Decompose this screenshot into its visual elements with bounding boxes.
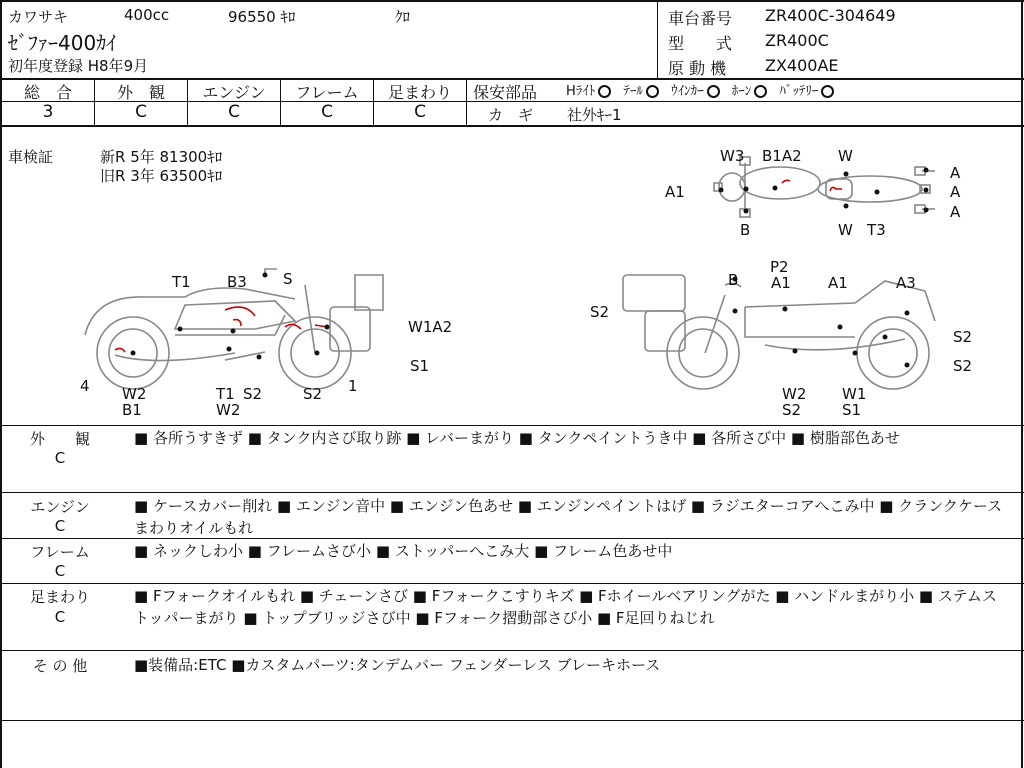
rating-value-appearance: C [135, 102, 147, 122]
divider-details-top [0, 425, 1024, 426]
left-label-t1-bottom: T1 [216, 385, 235, 403]
key-value: 社外ｷｰ1 [567, 106, 622, 124]
top-label-a-3: A [950, 203, 961, 221]
rating-value-engine: C [228, 102, 240, 122]
right-label-s2-left: S2 [590, 303, 610, 321]
rating-header-engine: エンジン [202, 83, 266, 102]
motorcycle-top-view-diagram [690, 155, 950, 235]
ok-circle-icon [821, 85, 834, 98]
inspection-label: 車検証 [8, 148, 54, 166]
safety-item-horn: ﾎｰﾝ [731, 84, 752, 99]
right-label-w1: W1 [842, 385, 867, 403]
ok-circle-icon [598, 85, 611, 98]
rating-header-overall: 総 合 [23, 83, 72, 102]
top-label-a-1: A [950, 164, 961, 182]
left-label-t1: T1 [172, 273, 191, 291]
right-label-w2: W2 [782, 385, 807, 403]
body-color: ｸﾛ [395, 8, 411, 26]
divider-ratings-bottom [0, 125, 1024, 127]
right-label-s2-bottom: S2 [782, 401, 802, 419]
left-label-s1: S1 [410, 357, 430, 375]
frame-no: ZR400C-304649 [765, 6, 896, 25]
left-label-w1a2: W1A2 [408, 318, 453, 336]
left-label-s: S [283, 270, 293, 288]
divider-details-5 [0, 720, 1024, 721]
left-label-s2-right: S2 [303, 385, 323, 403]
top-label-b: B [740, 221, 751, 239]
detail-text-frame: ■ ネックしわ小 ■ フレームさび小 ■ ストッパーへこみ大 ■ フレーム色あせ中 [134, 542, 673, 560]
divider-vertical-header [657, 0, 658, 78]
detail-text-appearance: ■ 各所うすきず ■ タンク内さび取り跡 ■ レバーまがり ■ タンクペイントうき中 ■ 各所さび中 ■ 樹脂部色あせ [134, 429, 900, 447]
maker: カワサキ [8, 8, 69, 26]
left-label-b1: B1 [122, 401, 142, 419]
key-label: カ ギ [488, 106, 534, 124]
top-label-w-bottom: W [838, 221, 853, 239]
rating-value-suspension: C [414, 102, 426, 122]
type-value: ZR400C [765, 31, 829, 50]
detail-grade-appearance: C [54, 449, 66, 467]
rating-header-appearance: 外 観 [116, 83, 165, 102]
border-right [1021, 0, 1023, 768]
rating-value-frame: C [321, 102, 333, 122]
engine-label: 原 動 機 [668, 59, 727, 78]
detail-grade-frame: C [54, 562, 66, 580]
divider-details-4 [0, 650, 1024, 651]
detail-cat-suspension: 足まわり [29, 588, 90, 606]
top-label-a1: A1 [665, 183, 685, 201]
right-label-s2-upper: S2 [953, 328, 973, 346]
ok-circle-icon [707, 85, 720, 98]
rating-header-frame: フレーム [295, 83, 359, 102]
left-label-1: 1 [348, 377, 358, 395]
ok-circle-icon [646, 85, 659, 98]
safety-parts-label: 保安部品 [473, 83, 538, 102]
top-label-b1a2: B1A2 [762, 147, 802, 165]
detail-text-other: ■装備品:ETC ■カスタムパーツ:タンデムバー フェンダーレス ブレーキホース [134, 656, 661, 674]
detail-text-suspension: ■ Fフォークオイルもれ ■ チェーンさび ■ Fフォークこすりキズ ■ Fホイールベアリングがた ■ ハンドルまがり小 ■ ステムストッパーまがり ■ トップブリッジさび中 ■ Fフォーク摺動部さび小 ■ F足回りねじれ [134, 587, 997, 627]
detail-grade-suspension: C [54, 608, 66, 626]
detail-text-engine: ■ ケースカバー削れ ■ エンジン音中 ■ エンジン色あせ ■ エンジンペイントはげ ■ ラジエターコアへこみ中 ■ クランクケースまわりオイルもれ [134, 497, 1003, 537]
model-name: ｾﾞﾌｧｰ400ｶｲ [8, 31, 117, 55]
right-label-p2: P2 [770, 258, 789, 276]
top-label-w3: W3 [720, 147, 745, 165]
engine-value: ZX400AE [765, 56, 839, 75]
left-label-s2: S2 [243, 385, 263, 403]
first-registration: 初年度登録 H8年9月 [8, 57, 149, 75]
right-label-a1-2: A1 [828, 274, 848, 292]
right-label-s2-lower: S2 [953, 357, 973, 375]
top-label-t3: T3 [867, 221, 886, 239]
divider-details-3 [0, 583, 1024, 584]
right-label-a3: A3 [896, 274, 916, 292]
detail-cat-other: そ の 他 [32, 657, 88, 675]
right-label-s1: S1 [842, 401, 862, 419]
detail-cat-frame: フレーム [30, 543, 90, 561]
inspection-new: 新R 5年 81300ｷﾛ [100, 148, 223, 166]
inspection-old: 旧R 3年 63500ｷﾛ [100, 167, 223, 185]
safety-item-tail: ﾃｰﾙ [623, 84, 643, 99]
left-label-4: 4 [80, 377, 90, 395]
right-label-a1: A1 [771, 274, 791, 292]
divider-details-1 [0, 492, 1024, 493]
border-top [0, 0, 1024, 2]
type-label: 型 式 [668, 34, 733, 53]
displacement: 400cc [124, 6, 170, 24]
right-label-b: B [728, 271, 739, 289]
detail-grade-engine: C [54, 517, 66, 535]
left-label-w2: W2 [122, 385, 147, 403]
divider-safety-mid [467, 101, 1023, 102]
detail-cat-appearance: 外 観 [29, 430, 90, 448]
top-label-a-2: A [950, 183, 961, 201]
col-divider-5 [466, 78, 467, 126]
safety-item-winker: ｳｲﾝｶｰ [671, 84, 704, 99]
detail-cat-engine: エンジン [30, 498, 90, 516]
mileage: 96550 ｷﾛ [228, 8, 296, 26]
top-label-w: W [838, 147, 853, 165]
rating-header-suspension: 足まわり [387, 83, 452, 102]
rating-value-overall: 3 [42, 102, 54, 122]
left-label-w2-bottom: W2 [216, 401, 241, 419]
frame-no-label: 車台番号 [668, 9, 733, 28]
safety-parts-list [566, 80, 842, 99]
safety-item-headlight: Hﾗｲﾄ [566, 84, 596, 99]
left-label-b3: B3 [227, 273, 247, 291]
ok-circle-icon [754, 85, 767, 98]
safety-item-battery: ﾊﾞｯﾃﾘｰ [779, 84, 819, 99]
